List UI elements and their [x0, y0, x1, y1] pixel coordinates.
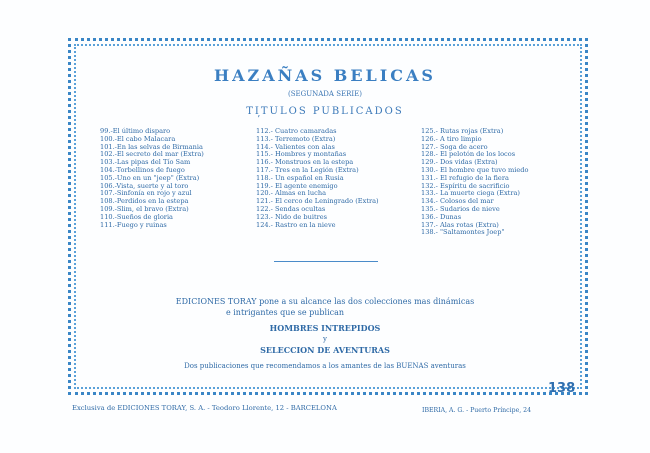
titles-column-3: [421, 128, 528, 237]
list-item: 130.- El hombre que tuvo miedo: [421, 165, 529, 174]
list-item: 114.- Valientes con alas: [256, 142, 335, 151]
list-item: 127.- Soga de acero: [421, 142, 488, 151]
list-item: 99.-El último disparo: [100, 127, 171, 135]
list-item: 112.- Cuatro camaradas: [256, 127, 337, 135]
page-number: 138: [548, 381, 576, 396]
list-item: 102.-El secreto del mar (Extra): [100, 150, 204, 159]
list-item: 117.- Tres en la Legión (Extra): [256, 165, 359, 174]
list-item: 119.- El agente enemigo: [256, 181, 338, 190]
list-item: 109.-Slim, el bravo (Extra): [100, 204, 189, 213]
list-item: 123.- Nido de buitres: [256, 212, 328, 221]
list-item: 113.- Terremoto (Extra): [256, 134, 336, 143]
promo-collection-2: SELECCION DE AVENTURAS: [260, 345, 390, 355]
list-item: 136.- Dunas: [421, 212, 462, 221]
list-item: 135.- Sudarios de nieve: [421, 204, 500, 213]
list-item: 122.- Sendas ocultas: [256, 204, 326, 213]
list-item: 126.- A tiro limpio: [421, 134, 482, 143]
list-item: 121.- El cerco de Leningrado (Extra): [256, 197, 379, 206]
list-item: 111.-Fuego y ruinas: [100, 220, 167, 229]
list-item: 131.- El refugio de la fiera: [421, 173, 509, 182]
promo-recommendation: Dos publicaciones que recomendamos a los amantes de las BUENAS aventuras: [184, 362, 466, 370]
series-subtitle: (SEGUNADA SERIE): [288, 90, 362, 98]
list-item: 116.- Monstruos en la estepa: [256, 158, 354, 167]
list-item: 105.-Uno en un "jeep" (Extra): [100, 173, 200, 182]
promo-conjunction: y: [323, 335, 327, 343]
list-item: 133.- La muerte ciega (Extra): [421, 189, 520, 198]
list-item: 104.-Torbellinos de fuego: [100, 165, 185, 174]
ink-mark-icon: ʼ: [257, 115, 260, 125]
series-title: HAZAÑAS BELICAS: [214, 66, 436, 85]
divider: [274, 261, 378, 262]
list-item: 134.- Colosos del mar: [421, 197, 494, 206]
promo-line-1: EDICIONES TORAY pone a su alcance las dos colecciones mas dinámicas: [175, 297, 475, 306]
list-item: 120.- Almas en lucha: [256, 189, 327, 198]
list-item: 118.- Un español en Rusia: [256, 173, 344, 182]
list-item: 106.-Vista, suerte y al toro: [100, 181, 189, 190]
list-item: 128.- El pelotón de los locos: [421, 150, 516, 159]
list-item: 101.-En las selvas de Birmania: [100, 142, 203, 151]
list-item: 108.-Perdidos en la estepa: [100, 197, 189, 206]
promo-collection-1: HOMBRES INTREPIDOS: [269, 323, 381, 333]
promo-line-2: e intrigantes que se publican: [225, 308, 345, 317]
list-item: 103.-Las pipas del Tío Sam: [100, 158, 191, 167]
printer-footer: IBERIA, A. G. - Puerto Príncipe, 24: [422, 407, 532, 414]
titles-column-1: [100, 128, 204, 229]
list-item: 124.- Rastro en la nieve: [256, 220, 336, 229]
section-title: TITULOS PUBLICADOS: [246, 106, 404, 117]
list-item: 100.-El cabo Malacara: [100, 134, 176, 143]
list-item: 125.- Rutas rojas (Extra): [421, 127, 504, 135]
list-item: 137.- Alas rotas (Extra): [421, 220, 499, 229]
list-item: 115.- Hombres y montañas: [256, 150, 347, 159]
list-item: 132.- Espíritu de sacrificio: [421, 181, 510, 190]
publisher-footer: Exclusiva de EDICIONES TORAY, S. A. - Teodoro Llorente, 12 - BARCELONA: [72, 404, 337, 412]
list-item: 110.-Sueños de gloria: [100, 212, 173, 221]
titles-column-2: [256, 128, 379, 229]
list-item: 129.- Dos vidas (Extra): [421, 158, 498, 167]
list-item: 138.- "Saltamontes Joep": [421, 228, 505, 237]
list-item: 107.-Sinfonía en rojo y azul: [100, 189, 192, 198]
